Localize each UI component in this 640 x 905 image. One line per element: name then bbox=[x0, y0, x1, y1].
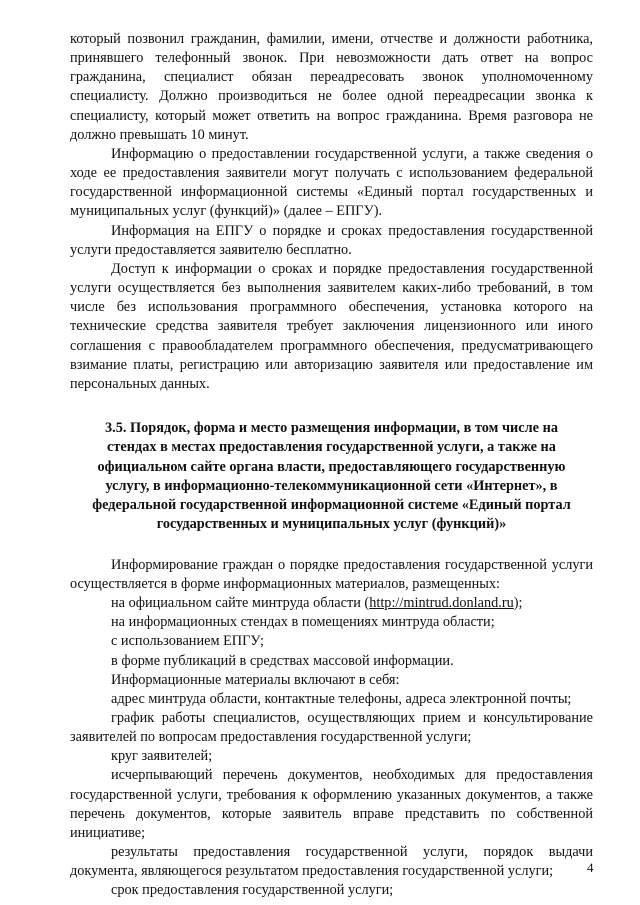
list-item bbox=[70, 594, 593, 613]
text-column bbox=[70, 30, 593, 901]
heading-line: государственных и муниципальных услуг (функций)» bbox=[156, 516, 507, 533]
list-item: с использованием ЕПГУ; bbox=[111, 633, 264, 650]
page-number: 4 bbox=[587, 860, 594, 875]
section-heading bbox=[76, 419, 587, 535]
paragraph: который позвонил гражданин, фамилии, имени, отчестве и должности работника, принявшего телефонный звонок. При невозможности дать ответ на вопрос гражданина, специалист обязан переадресовать звонок уполномоченному специалисту. Должно производиться не более одной переадресации звонка к специалисту, который может ответить на вопрос гражданина. Время разговора не должно превышать 10 минут. bbox=[70, 31, 593, 143]
paragraph: Информирование граждан о порядке предоставления государственной услуги осуществляется в форме информационных материалов, размещенных: bbox=[70, 556, 593, 592]
paragraph: Информация на ЕПГУ о порядке и сроках предоставления государственной услуги предоставляется заявителю бесплатно. bbox=[70, 222, 593, 258]
list-item: график работы специалистов, осуществляющих прием и консультирование заявителей по вопросам предоставления государственной услуги; bbox=[70, 710, 593, 746]
list-item: адрес минтруда области, контактные телефоны, адреса электронной почты; bbox=[111, 690, 572, 707]
list-item: на информационных стендах в помещениях минтруда области; bbox=[111, 614, 495, 631]
heading-line: услугу, в информационно-телекоммуникационной сети «Интернет», в bbox=[105, 477, 558, 494]
list-item: в форме публикаций в средствах массовой информации. bbox=[111, 652, 454, 669]
list-item: срок предоставления государственной услуги; bbox=[111, 882, 394, 899]
paragraph: Информацию о предоставлении государственной услуги, а также сведения о ходе ее предоставления заявители могут получать с использованием федеральной государственной информационной системы «Единый портал государственных и муниципальных услуг (функций)» (далее – ЕПГУ). bbox=[70, 145, 593, 220]
list-item: результаты предоставления государственной услуги, порядок выдачи документа, являющегося результатом предоставления государственной услуги; bbox=[70, 844, 593, 880]
list-item: круг заявителей; bbox=[111, 748, 213, 765]
official-site-link[interactable]: http://mintrud.donland.ru bbox=[369, 595, 514, 612]
list-item: Информационные материалы включают в себя: bbox=[111, 671, 400, 688]
heading-line: 3.5. Порядок, форма и место размещения информации, в том числе на bbox=[105, 419, 558, 436]
site-suffix: ); bbox=[513, 595, 523, 612]
heading-line: официальном сайте органа власти, предоставляющего государственную bbox=[97, 458, 566, 475]
site-prefix: на официальном сайте минтруда области ( bbox=[111, 595, 370, 612]
paragraph: Доступ к информации о сроках и порядке предоставления государственной услуги осуществляется без выполнения заявителем каких-либо требований, в том числе без использования программного обеспечения, установка которого на технические средства заявителя требует заключения лицензионного или иного соглашения с правообладателем программного обеспечения, предусматривающего взимание платы, регистрацию или авторизацию заявителя или предоставление им персональных данных. bbox=[70, 260, 593, 392]
heading-line: федеральной государственной информационной системе «Единый портал bbox=[92, 497, 571, 514]
heading-line: стендах в местах предоставления государственной услуги, а также на bbox=[107, 439, 556, 456]
list-item: исчерпывающий перечень документов, необходимых для предоставления государственной услуги, требования к оформлению указанных документов, а также перечень документов, которые заявитель вправе представить по собственной инициативе; bbox=[70, 767, 593, 841]
